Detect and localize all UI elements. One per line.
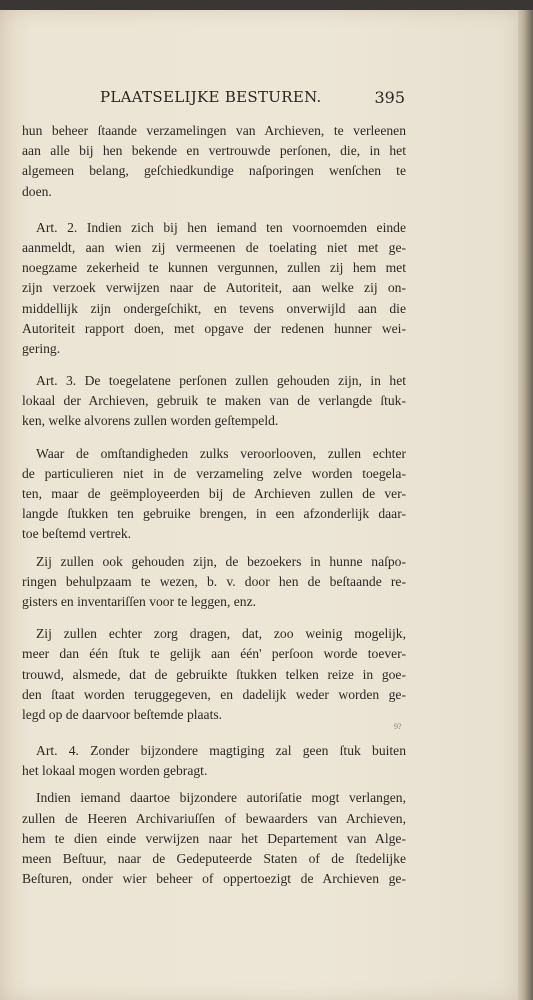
text-line: lokaal der Archieven, gebruik te maken van de verlangde ſtuk- (22, 393, 406, 409)
paragraph-article-3 (22, 371, 406, 432)
text-line: ringen behulpzaam te wezen, b. v. door hen de beſtaande re- (22, 573, 406, 589)
text-line: meen Beſtuur, naar de Gedeputeerde Staten of de ſtedelijke (22, 851, 406, 866)
text-line: Art. 3. De toegelatene perſonen zullen gehouden zijn, in het (36, 373, 406, 389)
marginal-mark: 9? (394, 722, 402, 731)
text-line: de particulieren niet in de verzameling zelve worden toegela- (22, 465, 406, 481)
text-line: ken, welke alvorens zullen worden geſtempeld. (22, 413, 279, 429)
text-line: aanmeldt, aan wien zij vermeenen de toelating niet met ge- (22, 239, 406, 255)
paragraph-article-2 (22, 218, 406, 359)
text-line: Beſturen, onder wier beheer of oppertoezigt de Archieven ge- (22, 871, 406, 887)
paragraph-4 (22, 444, 406, 545)
paragraph-article-4 (22, 741, 406, 781)
text-line: meer dan één ſtuk te gelijk aan één' perſoon worde toever- (22, 646, 406, 662)
text-line: gering. (22, 340, 61, 356)
text-line: Indien iemand daartoe bijzondere autoriſatie mogt verlangen, (36, 790, 406, 806)
paragraph-8 (22, 788, 406, 889)
text-line: noegzame zekerheid te kunnen vergunnen, zullen zij hem met (22, 260, 406, 276)
text-line: het lokaal mogen worden gebragt. (22, 763, 208, 779)
text-line: Zij zullen echter zorg dragen, dat, zoo weinig mogelijk, (36, 626, 406, 642)
text-line: trouwd, alsmede, dat de gebruikte ſtukken telken reize in goe- (22, 666, 406, 682)
page-header (100, 88, 405, 110)
text-line: zijn verzoek verwijzen naar de Autoriteit, aan welke zij on- (22, 280, 406, 296)
paragraph-5 (22, 552, 406, 613)
page-edge (518, 10, 533, 1000)
running-title: PLAATSELIJKE BESTUREN. (100, 88, 322, 106)
text-line: doen. (22, 183, 52, 199)
text-line: Autoriteit rapport doen, met opgave der redenen hunner wei- (22, 320, 406, 336)
text-line: hem te dien einde verwijzen naar het Departement van Alge- (22, 830, 406, 846)
paragraph-1 (22, 121, 406, 202)
text-line: hun beheer ſtaande verzamelingen van Archieven, te verleenen (22, 123, 406, 138)
text-line: Art. 2. Indien zich bij hen iemand ten voornoemden einde (36, 219, 406, 235)
text-line: middellijk zijn ondergeſchikt, en tevens onverwijld aan die (22, 300, 406, 316)
text-line: gisters en inventariſſen voor te leggen, enz. (22, 593, 257, 609)
text-line: ten, maar de geëmployeerden bij de Archieven zullen de ver- (22, 486, 406, 501)
page-number: 395 (374, 88, 405, 107)
text-line: algemeen belang, geſchiedkundige naſporingen wenſchen te (22, 163, 406, 179)
text-line: zullen de Heeren Archivariuſſen of bewaarders van Archieven, (22, 810, 406, 826)
text-line: den ſtaat worden teruggegeven, en dadelijk weder worden ge- (22, 686, 406, 702)
text-line: Waar de omſtandigheden zulks veroorlooven, zullen echter (36, 445, 406, 461)
text-line: Zij zullen ook gehouden zijn, de bezoekers in hunne naſpo- (36, 553, 406, 569)
text-line: Art. 4. Zonder bijzondere magtiging zal geen ſtuk buiten (36, 743, 406, 759)
text-line: langde ſtukken ten gebruike brengen, in een afzonderlijk daar- (22, 506, 406, 522)
body-text (22, 121, 406, 889)
text-line: toe beſtemd vertrek. (22, 526, 132, 542)
paragraph-6 (22, 624, 406, 725)
text-line: legd op de daarvoor beſtemde plaats. (22, 706, 223, 722)
text-line: aan alle bij hen bekende en vertrouwde perſonen, die, in het (22, 143, 406, 159)
